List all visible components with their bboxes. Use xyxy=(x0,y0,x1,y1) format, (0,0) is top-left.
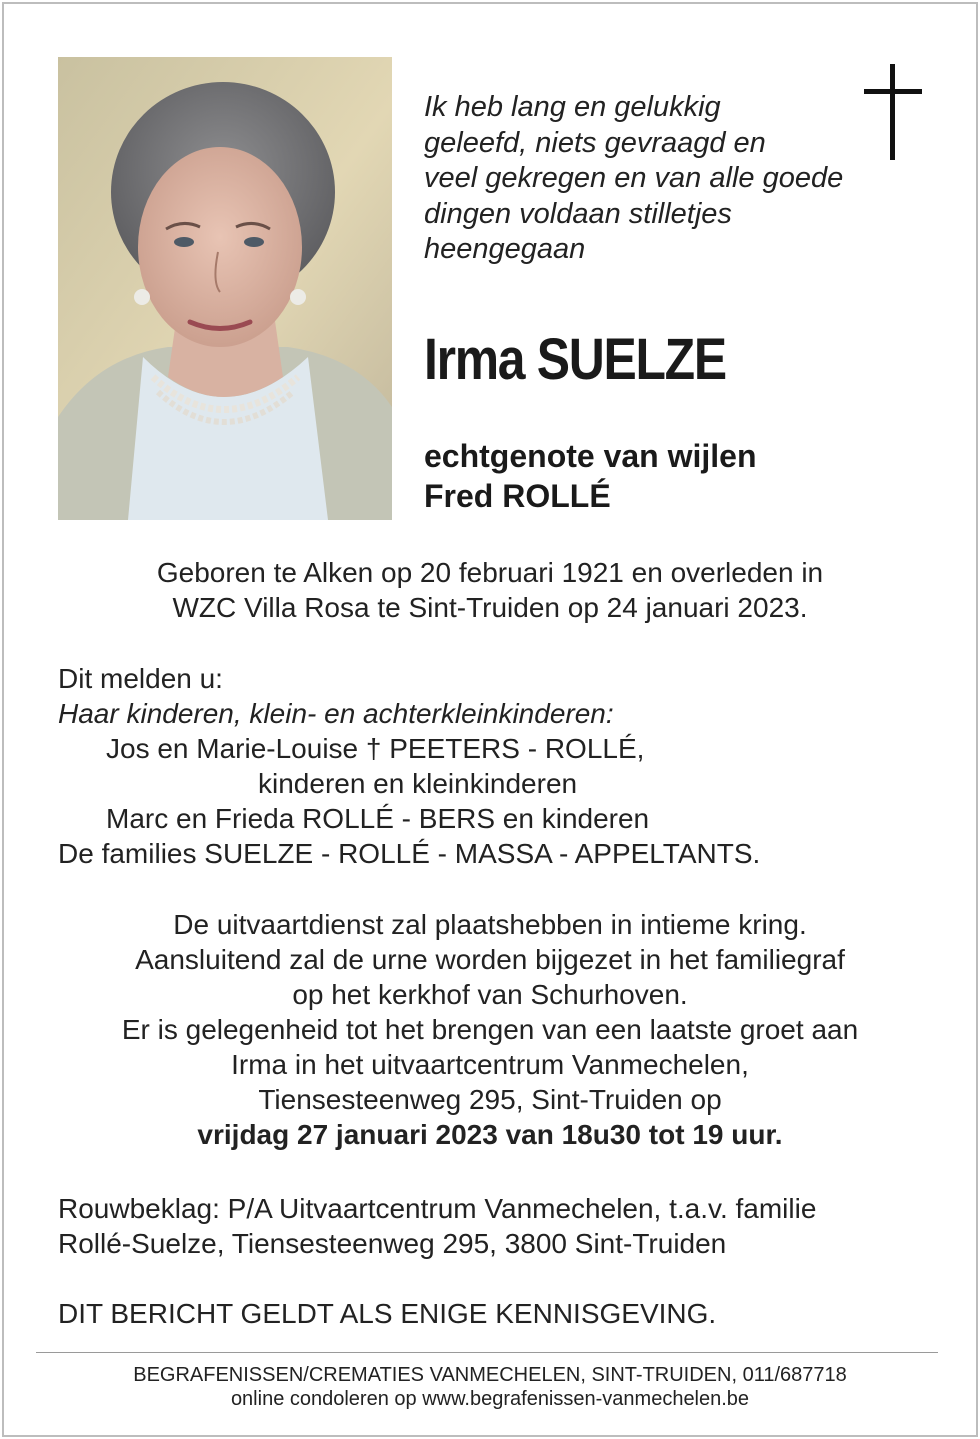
service-line: Tiensesteenweg 295, Sint-Truiden op xyxy=(258,1084,722,1115)
notice-text: DIT BERICHT GELDT ALS ENIGE KENNISGEVING. xyxy=(58,1298,717,1329)
service-line: Irma in het uitvaartcentrum Vanmechelen, xyxy=(231,1049,749,1080)
condolence-line: Rollé-Suelze, Tiensesteenweg 295, 3800 Sint-Truiden xyxy=(58,1228,727,1259)
quote-line: heengegaan xyxy=(424,233,586,265)
family-line: Jos en Marie-Louise † PEETERS - ROLLÉ, xyxy=(106,733,645,764)
footer-company: BEGRAFENISSEN/CREMATIES VANMECHELEN, SINT-TRUIDEN, 011/687718 xyxy=(133,1364,847,1386)
service-line: Aansluitend zal de urne worden bijgezet in het familiegraf xyxy=(135,944,845,975)
family-heading: Haar kinderen, klein- en achterkleinkinderen: xyxy=(58,698,614,729)
portrait-photo xyxy=(58,57,392,520)
quote-line: veel gekregen en van alle goede xyxy=(424,162,844,194)
family-line: Marc en Frieda ROLLÉ - BERS en kinderen xyxy=(106,803,650,834)
cross-icon xyxy=(864,64,922,160)
service-line: De uitvaartdienst zal plaatshebben in intieme kring. xyxy=(173,909,807,940)
first-name: Irma xyxy=(424,327,525,392)
quote-line: dingen voldaan stilletjes xyxy=(424,197,732,230)
deceased-name xyxy=(424,326,726,393)
family-line: kinderen en kleinkinderen xyxy=(258,768,578,799)
quote-line: Ik heb lang en gelukkig xyxy=(424,91,721,123)
service-line: Er is gelegenheid tot het brengen van een laatste groet aan xyxy=(121,1014,859,1045)
spouse-info xyxy=(424,436,757,516)
service-line: op het kerkhof van Schurhoven. xyxy=(292,979,688,1010)
birth-death-line: Geboren te Alken op 20 februari 1921 en overleden in xyxy=(156,557,824,588)
family-line: De families SUELZE - ROLLÉ - MASSA - APPELTANTS. xyxy=(58,838,761,869)
condolence-line: Rouwbeklag: P/A Uitvaartcentrum Vanmechelen, t.a.v. familie xyxy=(58,1193,817,1224)
spouse-name: Fred ROLLÉ xyxy=(424,478,611,514)
birth-death-line: WZC Villa Rosa te Sint-Truiden op 24 januari 2023. xyxy=(172,592,808,623)
last-name: SUELZE xyxy=(536,327,726,392)
spouse-line: echtgenote van wijlen xyxy=(424,438,757,474)
service-datetime: vrijdag 27 januari 2023 van 18u30 tot 19 uur. xyxy=(197,1119,783,1150)
footer-online: online condoleren op www.begrafenissen-vanmechelen.be xyxy=(230,1388,750,1410)
family-intro: Dit melden u: xyxy=(58,663,223,694)
footer-divider xyxy=(36,1352,938,1353)
memorial-quote xyxy=(424,90,864,268)
quote-line: geleefd, niets gevraagd en xyxy=(424,126,766,159)
